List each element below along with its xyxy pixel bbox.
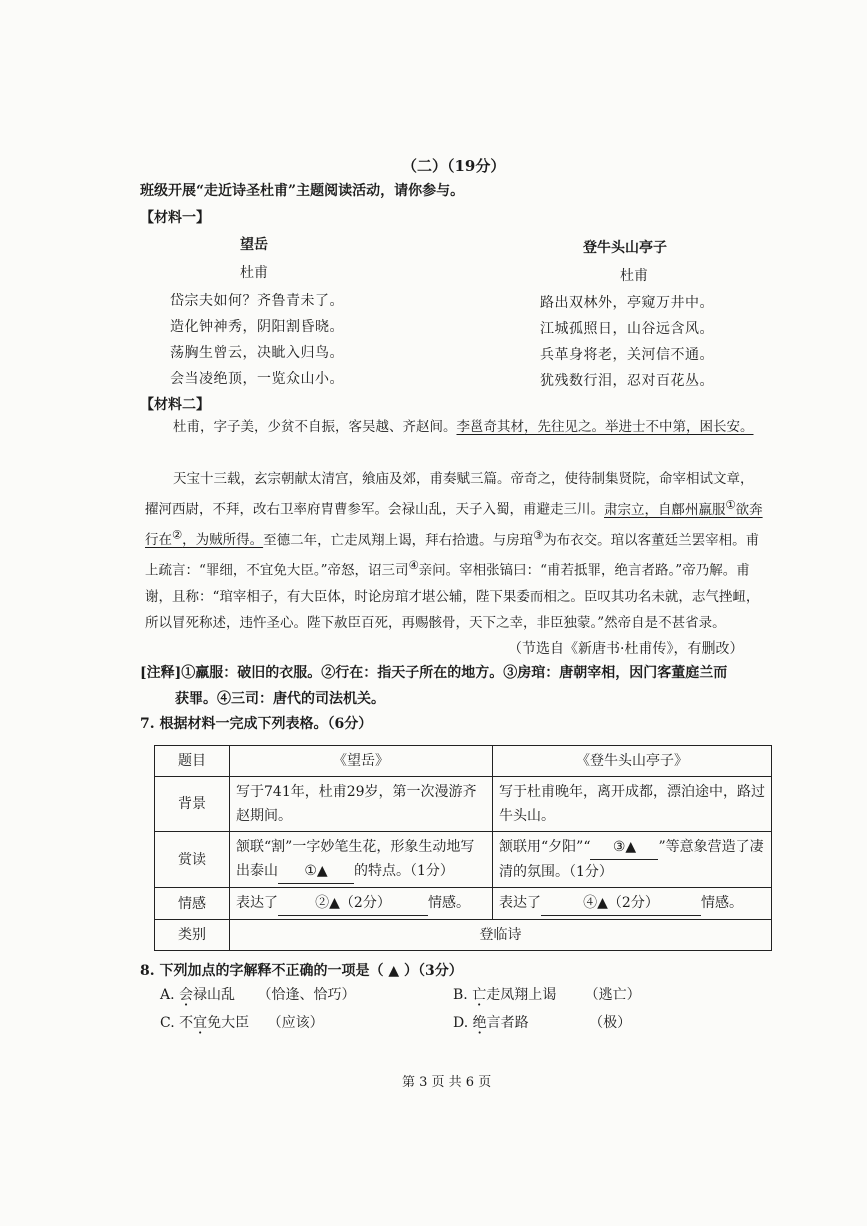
table-row [155, 746, 772, 777]
header-cell: 《望岳》 [230, 746, 493, 777]
q8-option-d[interactable]: D. 绝言者路 （极） [453, 1015, 632, 1031]
material2-paragraph-2: 天宝十三载，玄宗朝献太清宫，飨庙及郊，甫奏赋三篇。帝奇之，使待制集贤院，命宰相试文章，擢河西尉，不拜，改右卫率府胄曹参军。会禄山乱，天子入蜀，甫避走三川。肃宗立，自鄜州羸服①欲奔行在②，为贼所得。至德二年，亡走凤翔上谒，拜右拾遗。与房琯③为布衣交。琯以客董廷兰罢宰相。甫上疏言：“罪细，不宜免大臣。”帝怒，诏三司④亲问。宰相张镐曰：“甫若抵罪，绝言者路。”帝乃解。甫谢，且称：“琯宰相子，有大臣体，时论房琯才堪公辅，陛下果委而相之。臣叹其功名未就，志气挫衄，所以冒死称述，违忤圣心。陛下赦臣百死，再赐骸骨，天下之幸，非臣独蒙。”然帝自是不甚省录。 [145, 471, 763, 631]
row-label: 背景 [155, 777, 230, 832]
answer-blank-2[interactable]: ②▲（2分） [278, 891, 428, 916]
row-label: 类别 [155, 920, 230, 951]
q8-stem: 8. 下列加点的字解释不正确的一项是（ ▲ ）（3分） [140, 963, 463, 979]
header-cell: 题目 [155, 746, 230, 777]
answer-blank-3[interactable]: ③▲ [590, 835, 658, 860]
table-row [155, 888, 772, 920]
poem2-line: 路出双林外，亭窥万井中。 [540, 295, 714, 311]
material2-label: 【材料二】 [140, 397, 210, 413]
emotion-cell: 表达了 ④▲（2分） 情感。 [493, 888, 772, 920]
q8-option-b[interactable]: B. 亡走凤翔上谒 （逃亡） [453, 987, 641, 1003]
poem1-title: 望岳 [240, 237, 268, 253]
background-cell: 写于741年，杜甫29岁，第一次漫游齐赵期间。 [230, 777, 493, 832]
appreciation-cell: 颔联“割”一字妙笔生花，形象生动地写出泰山 ①▲ 的特点。（1分） [230, 832, 493, 888]
material2-paragraph-1: 杜甫，字子美，少贫不自振，客吴越、齐赵间。李邕奇其材，先往见之。举进士不中第，困长安。 [173, 419, 754, 435]
header-cell: 《登牛头山亭子》 [493, 746, 772, 777]
section-intro: 班级开展“走近诗圣杜甫”主题阅读活动，请你参与。 [140, 183, 465, 199]
poem2-line: 犹残数行泪，忍对百花丛。 [540, 373, 714, 389]
poem2-author: 杜甫 [620, 268, 648, 284]
background-cell: 写于杜甫晚年，离开成都，漂泊途中，路过牛头山。 [493, 777, 772, 832]
answer-blank-4[interactable]: ④▲（2分） [541, 891, 701, 916]
poem2-line: 兵革身将老，关河信不通。 [540, 347, 714, 363]
answer-blank-1[interactable]: ①▲ [278, 859, 354, 884]
row-label: 赏读 [155, 832, 230, 888]
poem2-line: 江城孤照日，山谷远含风。 [540, 321, 714, 337]
poem1-author: 杜甫 [240, 265, 268, 281]
poem1-line: 岱宗夫如何？齐鲁青未了。 [170, 293, 344, 309]
table-row [155, 777, 772, 832]
emotion-cell: 表达了 ②▲（2分） 情感。 [230, 888, 493, 920]
appreciation-cell: 颔联用“夕阳”“ ③▲ ”等意象营造了凄清的氛围。（1分） [493, 832, 772, 888]
table-row [155, 832, 772, 888]
q8-option-a[interactable]: A. 会禄山乱 （恰逢、恰巧） [160, 987, 356, 1003]
notes-line-2: 获罪。④三司：唐代的司法机关。 [175, 691, 385, 707]
q8-option-c[interactable]: C. 不宜免大臣 （应该） [160, 1015, 324, 1031]
poem1-line: 造化钟神秀，阴阳割昏晓。 [170, 319, 344, 335]
section-heading: （二）（19分） [402, 157, 506, 175]
poem1-line: 荡胸生曾云，决眦入归鸟。 [170, 345, 344, 361]
category-cell: 登临诗 [230, 920, 772, 951]
table-row [155, 920, 772, 951]
q7-table [154, 745, 772, 951]
poem2-title: 登牛头山亭子 [583, 240, 667, 256]
page-number: 第 3 页 共 6 页 [402, 1075, 492, 1090]
q7-stem: 7. 根据材料一完成下列表格。（6分） [140, 716, 373, 732]
material1-label: 【材料一】 [140, 210, 210, 226]
poem1-line: 会当凌绝顶，一览众山小。 [170, 371, 344, 387]
material2-source: （节选自《新唐书·杜甫传》，有删改） [508, 641, 744, 657]
notes-line-1: [注释]①羸服：破旧的衣服。②行在：指天子所在的地方。③房琯：唐朝宰相，因门客董庭兰而 [140, 665, 728, 681]
row-label: 情感 [155, 888, 230, 920]
